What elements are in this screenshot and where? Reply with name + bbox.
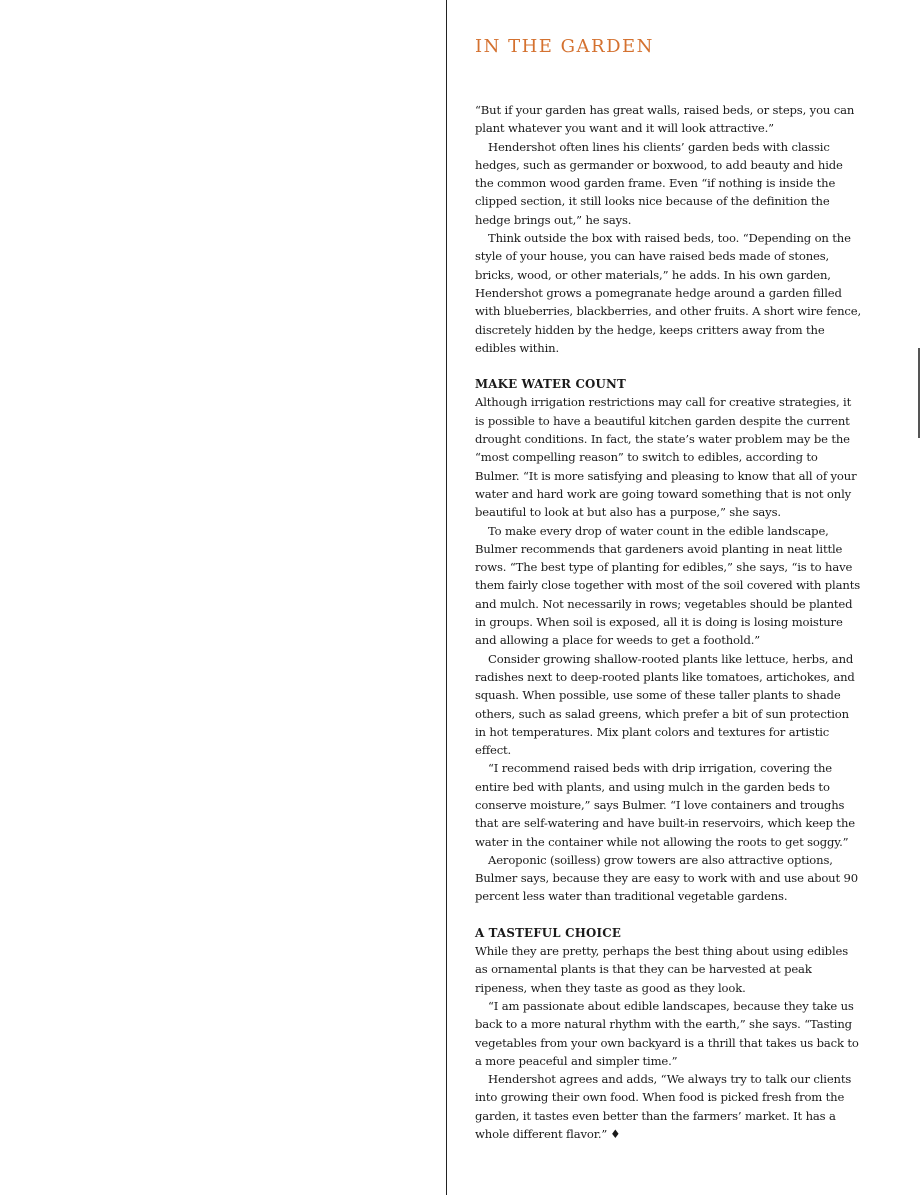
paragraph-text: Hendershot agrees and adds, “We always try to talk our clients into growing their own food. When food is picked fresh from the garden, it tastes even better than the farmers’ market. It has a whole different flavor.”: [475, 1072, 852, 1142]
paragraph-final: [475, 1070, 863, 1143]
page-edge-mark: [918, 348, 920, 438]
page-gutter-divider: [446, 0, 447, 1195]
paragraph: Although irrigation restrictions may call for creative strategies, it is possible to have a beautiful kitchen garden despite the current drought conditions. In fact, the state’s water problem may be the “most compelling reason” to switch to edibles, according to Bulmer. “It is more satisfying and pleasing to know that all of your water and hard work are going toward something that is not only beautiful to look at but also has a purpose,” she says.: [475, 395, 857, 520]
paragraph: Hendershot often lines his clients’ garden beds with classic hedges, such as germander or boxwood, to add beauty and hide the common wood garden frame. Even “if nothing is inside the clipped section, it still looks nice because of the definition the hedge brings out,” he says.: [475, 139, 843, 227]
paragraph: “I am passionate about edible landscapes, because they take us back to a more natural rhythm with the earth,” she says. “Tasting vegetables from your own backyard is a thrill that takes us back to a more peaceful and simpler time.”: [475, 998, 859, 1068]
paragraph: To make every drop of water count in the edible landscape, Bulmer recommends that gardeners avoid planting in neat little rows. “The best type of planting for edibles,” she says, “is to have them fairly close together with most of the soil covered with plants and mulch. Not necessarily in rows; vegetables should be planted in groups. When soil is exposed, all it is doing is losing moisture and allowing a place for weeds to get a foothold.”: [475, 523, 861, 648]
section-title: IN THE GARDEN: [475, 36, 654, 57]
paragraph: While they are pretty, perhaps the best thing about using edibles as ornamental plants is that they can be harvested at peak ripeness, when they taste as good as they look.: [475, 944, 849, 995]
paragraph: “I recommend raised beds with drip irrigation, covering the entire bed with plants, and using mulch in the garden beds to conserve moisture,” says Bulmer. “I love containers and troughs that are self-watering and have built-in reservoirs, which keep the water in the container while not allowing the roots to get soggy.”: [475, 761, 855, 849]
article-body: [475, 101, 863, 1143]
subheading-make-water-count: MAKE WATER COUNT: [475, 377, 626, 392]
paragraph: Think outside the box with raised beds, too. “Depending on the style of your house, you can have raised beds made of stones, bricks, wood, or other materials,” he adds. In his own garden, Hendershot grows a pomegranate hedge around a garden filled with blueberries, blackberries, and other fruits. A short wire fence, discretely hidden by the hedge, keeps critters away from the edibles within.: [475, 231, 862, 355]
end-mark-icon: ♦: [610, 1127, 621, 1142]
paragraph: Aeroponic (soilless) grow towers are also attractive options, Bulmer says, because they are easy to work with and use about 90 percent less water than traditional vegetable gardens.: [475, 852, 858, 904]
paragraph: “But if your garden has great walls, raised beds, or steps, you can plant whatever you want and it will look attractive.”: [475, 103, 855, 136]
subheading-a-tasteful-choice: A TASTEFUL CHOICE: [475, 925, 622, 940]
left-page-blank: [0, 0, 446, 1195]
paragraph: Consider growing shallow-rooted plants like lettuce, herbs, and radishes next to deep-rooted plants like tomatoes, artichokes, and squash. When possible, use some of these taller plants to shade others, such as salad greens, which prefer a bit of sun protection in hot temperatures. Mix plant colors and textures for artistic effect.: [475, 651, 855, 758]
